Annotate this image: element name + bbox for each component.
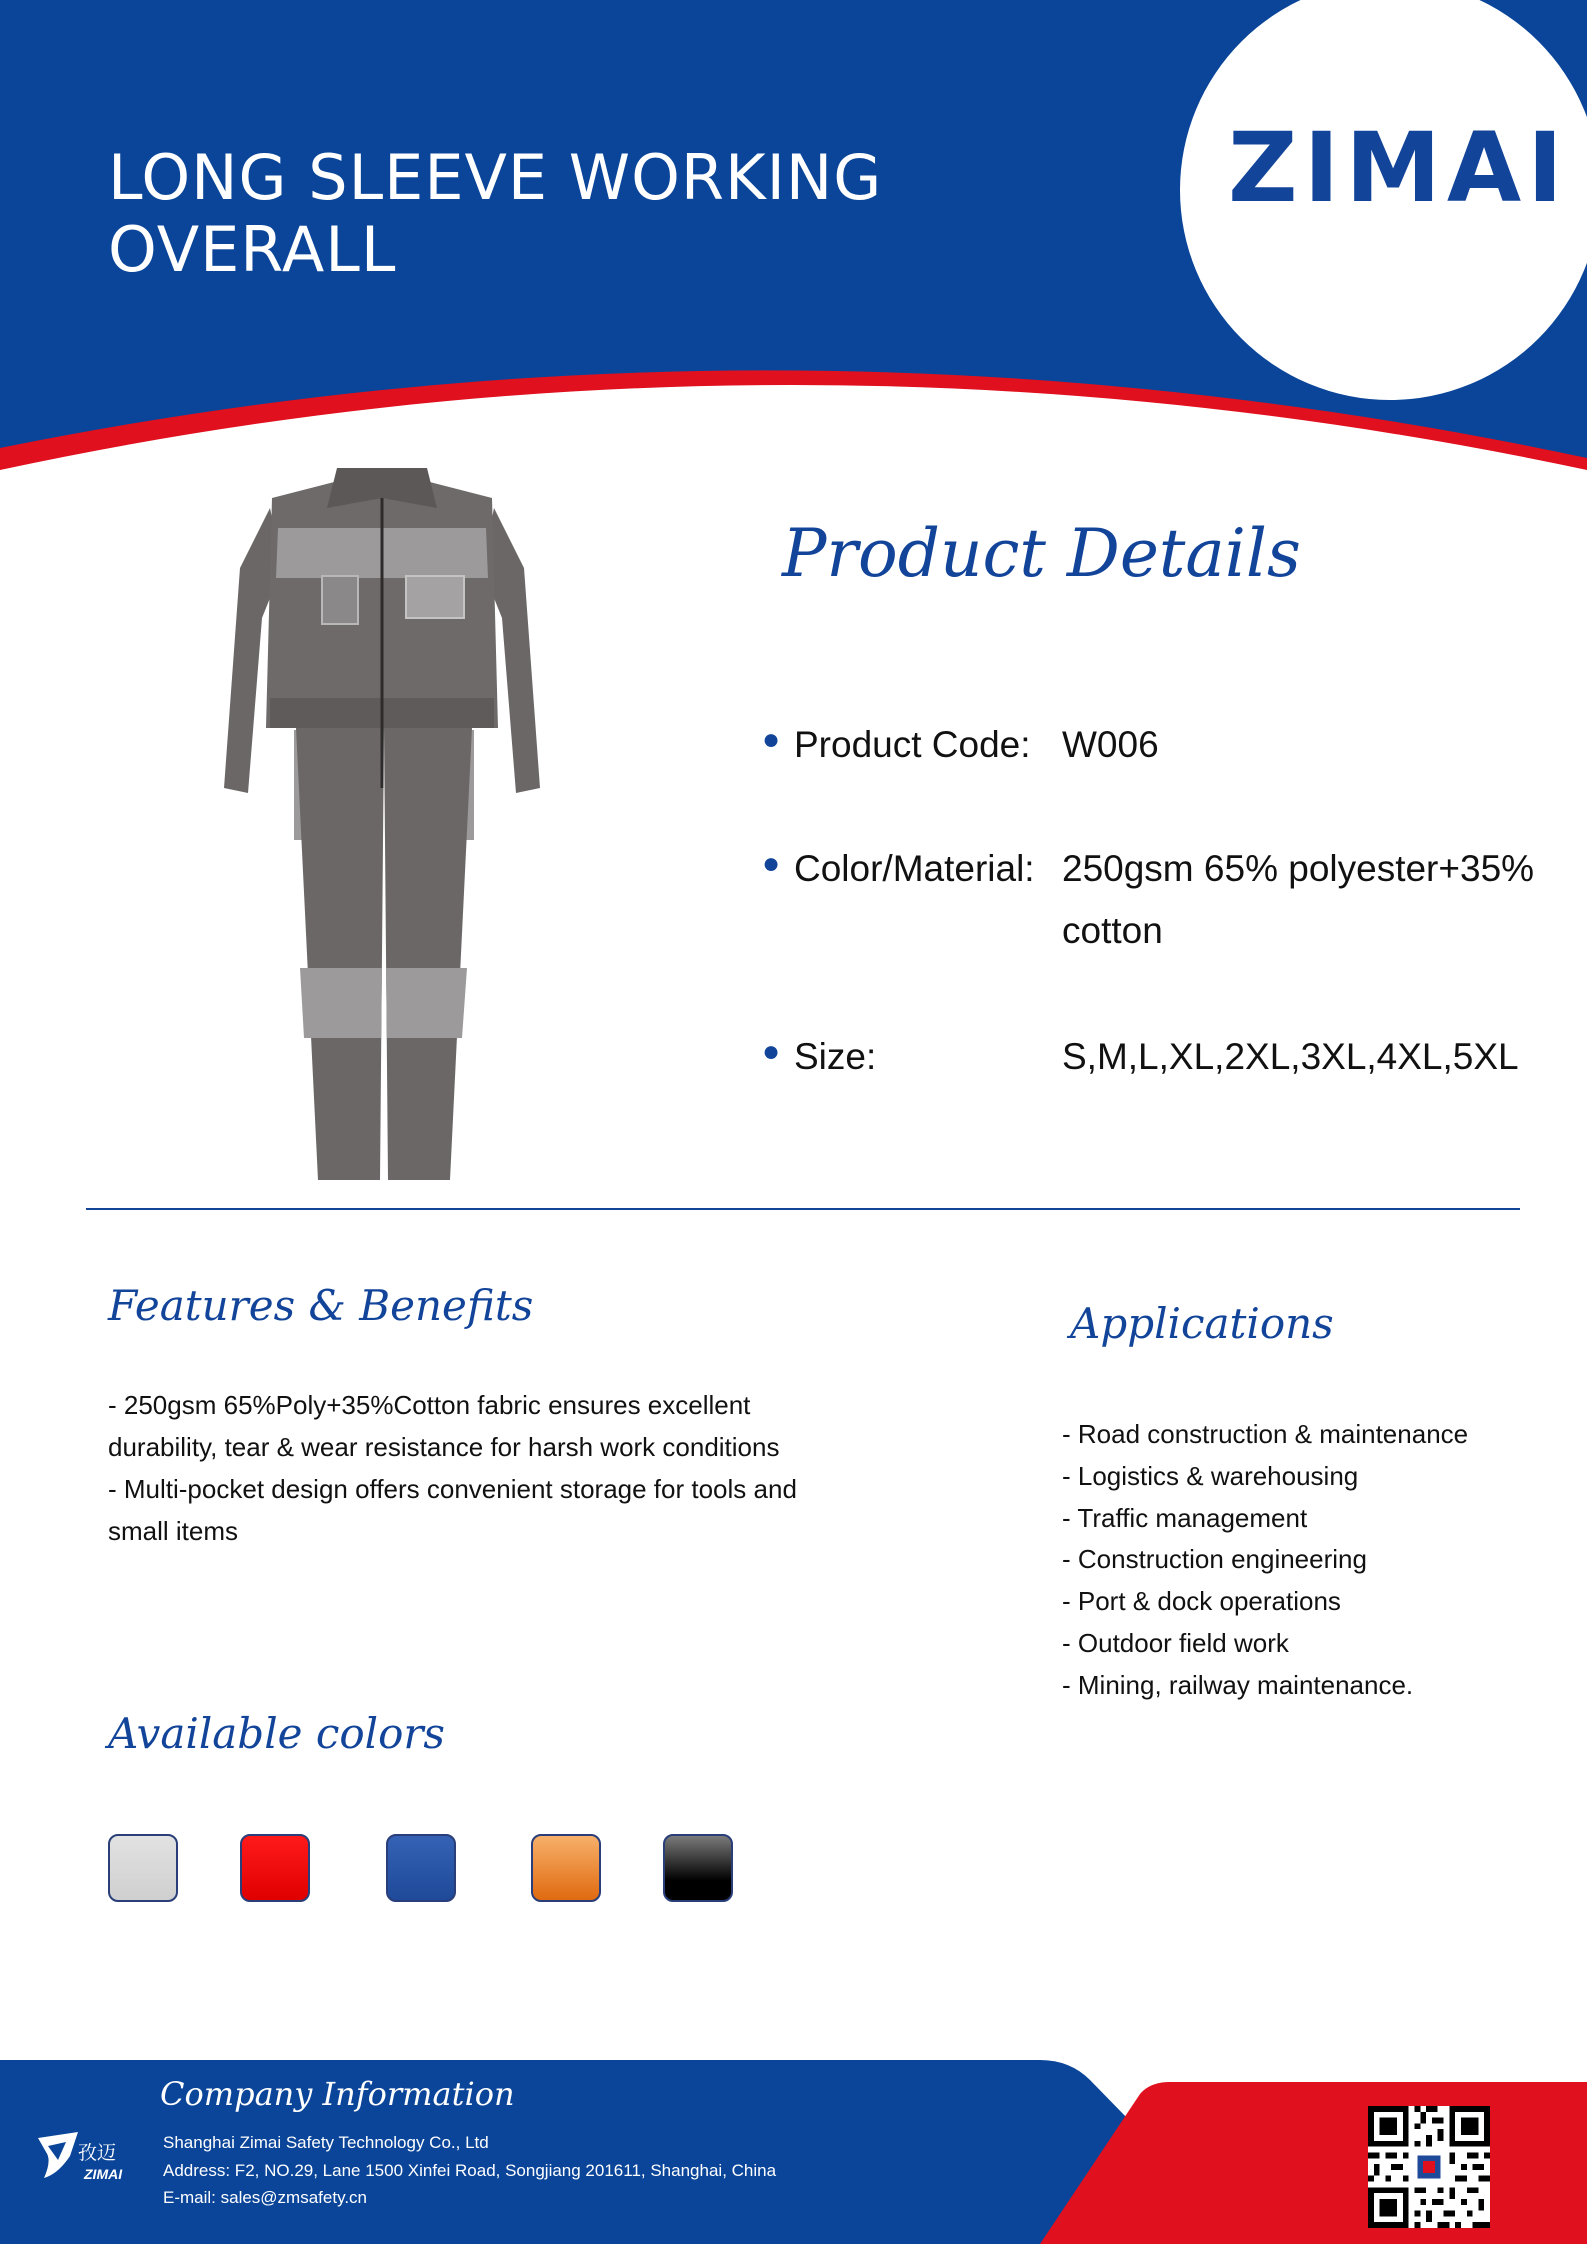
company-address: Address: F2, NO.29, Lane 1500 Xinfei Road, Songjiang 201611, Shanghai, China (163, 2161, 777, 2180)
list-item: - Outdoor field work (1062, 1627, 1289, 1658)
spec-label: Product Code: (794, 724, 1031, 765)
bullet-icon: ● (762, 723, 781, 756)
list-item: - Traffic management (1062, 1502, 1308, 1533)
list-item: - Construction engineering (1062, 1544, 1367, 1575)
company-info-title: Company Information (160, 2075, 515, 2113)
spec-color-material (762, 838, 1562, 962)
spec-value: 250gsm 65% polyester+35% cotton (1062, 848, 1535, 951)
product-details-title: Product Details (782, 515, 1301, 592)
spec-product-code (762, 714, 1562, 776)
spec-value: S,M,L,XL,2XL,3XL,4XL,5XL (1062, 1036, 1519, 1077)
spec-size (762, 1026, 1562, 1088)
footer-logo-cn: 孜迈 (78, 2143, 117, 2164)
color-swatch-blue (386, 1834, 456, 1902)
available-colors-title: Available colors (108, 1709, 445, 1758)
spec-label: Color/Material: (794, 848, 1035, 889)
color-swatch-orange (531, 1834, 601, 1902)
features-title: Features & Benefits (108, 1281, 534, 1330)
list-item: - Logistics & warehousing (1062, 1460, 1359, 1491)
applications-list (1062, 1414, 1562, 1707)
list-item: - Mining, railway maintenance. (1062, 1669, 1414, 1700)
company-email: E-mail: sales@zmsafety.cn (163, 2188, 367, 2207)
applications-title: Applications (1070, 1299, 1334, 1348)
color-swatch-black (663, 1834, 733, 1902)
spec-value: W006 (1062, 724, 1159, 765)
features-text: - 250gsm 65%Poly+35%Cotton fabric ensures excellent durability, tear & wear resistance for harsh work conditions - Multi-pocket design offers convenient storage for tools and small items (108, 1390, 797, 1546)
page-title: LONG SLEEVE WORKING OVERALL (108, 141, 883, 286)
spec-label: Size: (794, 1036, 877, 1077)
color-swatch-red (240, 1834, 310, 1902)
list-item: - Road construction & maintenance (1062, 1419, 1469, 1449)
section-divider (86, 1208, 1520, 1210)
bullet-icon: ● (762, 847, 781, 880)
qr-code (1368, 2106, 1490, 2228)
brand-logo: ZIMAI (1228, 112, 1569, 224)
product-image (222, 468, 542, 1180)
company-name: Shanghai Zimai Safety Technology Co., Ltd (163, 2133, 489, 2152)
footer-logo-en: ZIMAI (84, 2166, 123, 2182)
footer-logo-icon (36, 2130, 80, 2180)
bullet-icon: ● (762, 1035, 781, 1068)
list-item: - Port & dock operations (1062, 1586, 1341, 1617)
color-swatch-gray (108, 1834, 178, 1902)
